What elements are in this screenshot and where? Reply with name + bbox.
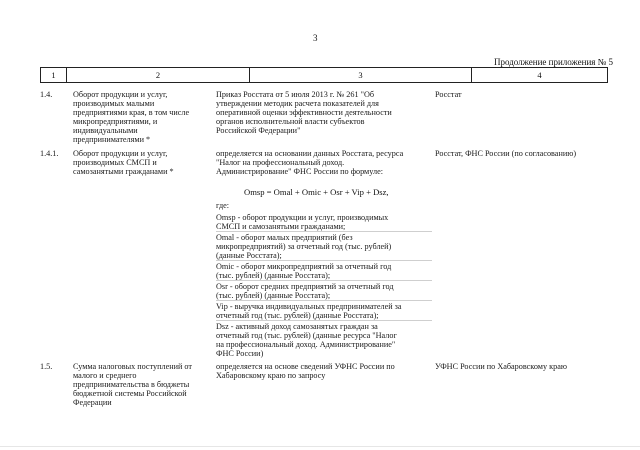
definition-vip: Vip - выручка индивидуальных предпринимателей за отчетный год (тыс. рублей) (данные Росстата);	[216, 302, 402, 320]
row-number: 1.4.	[40, 90, 53, 99]
header-col-2: 2	[67, 68, 250, 82]
header-col-1: 1	[41, 68, 67, 82]
source-text: Росстат	[435, 90, 462, 99]
definition-osr: Osr - оборот средних предприятий за отчетный год (тыс. рублей) (данные Росстата);	[216, 282, 394, 300]
table-header-row	[40, 67, 608, 83]
source-text: Росстат, ФНС России (по согласованию)	[435, 149, 577, 158]
definition-omsp: Omsp - оборот продукции и услуг, производимых СМСП и самозанятыми гражданами;	[216, 213, 389, 231]
definition-omic: Omic - оборот микропредприятий за отчетный год (тыс. рублей) (данные Росстата);	[216, 262, 392, 280]
indicator-text: Сумма налоговых поступлений от малого и среднего предпринимательства в бюджеты бюджетной системы Российской Федерации	[73, 362, 192, 407]
row-number: 1.4.1.	[40, 149, 59, 158]
method-intro: определяется на основании данных Росстата, ресурса "Налог на профессиональный доход. Администрирование" ФНС России по формуле:	[216, 149, 404, 176]
definition-divider	[216, 260, 432, 261]
header-col-4: 4	[537, 70, 542, 80]
definition-divider	[216, 320, 432, 321]
indicator-text: Оборот продукции и услуг, производимых СМСП и самозанятыми гражданами *	[73, 149, 174, 176]
definition-divider	[216, 300, 432, 301]
continuation-label: Продолжение приложения № 5	[493, 57, 613, 67]
source-text: УФНС России по Хабаровскому краю	[435, 362, 567, 371]
page-number: 3	[313, 33, 318, 43]
definition-divider	[216, 280, 432, 281]
row-number: 1.5.	[40, 362, 53, 371]
formula: Omsp = Omal + Omic + Osr + Vip + Dsz,	[244, 187, 389, 197]
header-col-3: 3	[250, 68, 472, 82]
page-edge-line	[0, 446, 640, 447]
definition-divider	[216, 231, 432, 232]
method-text: определяется на основе сведений УФНС России по Хабаровскому краю по запросу	[216, 362, 395, 380]
definition-omal: Omal - оборот малых предприятий (без микропредприятий) за отчетный год (тыс. рублей) (данные Росстата);	[216, 233, 392, 260]
indicator-text: Оборот продукции и услуг, производимых малыми предприятиями края, в том числе микропредприятиями, и индивидуальными предпринимателями *	[73, 90, 190, 144]
definition-dsz: Dsz - активный доход самозанятых граждан за отчетный год (тыс. рублей) (данные ресурса "Налог на профессиональный доход. Администрирование" ФНС России)	[216, 322, 397, 358]
method-text: Приказ Росстата от 5 июля 2013 г. № 261 "Об утверждении методик расчета показателей для оперативной оценки эффективности деятельности органов исполнительной власти субъектов Российской Федерации"	[216, 90, 392, 135]
where-label: где:	[216, 201, 230, 210]
